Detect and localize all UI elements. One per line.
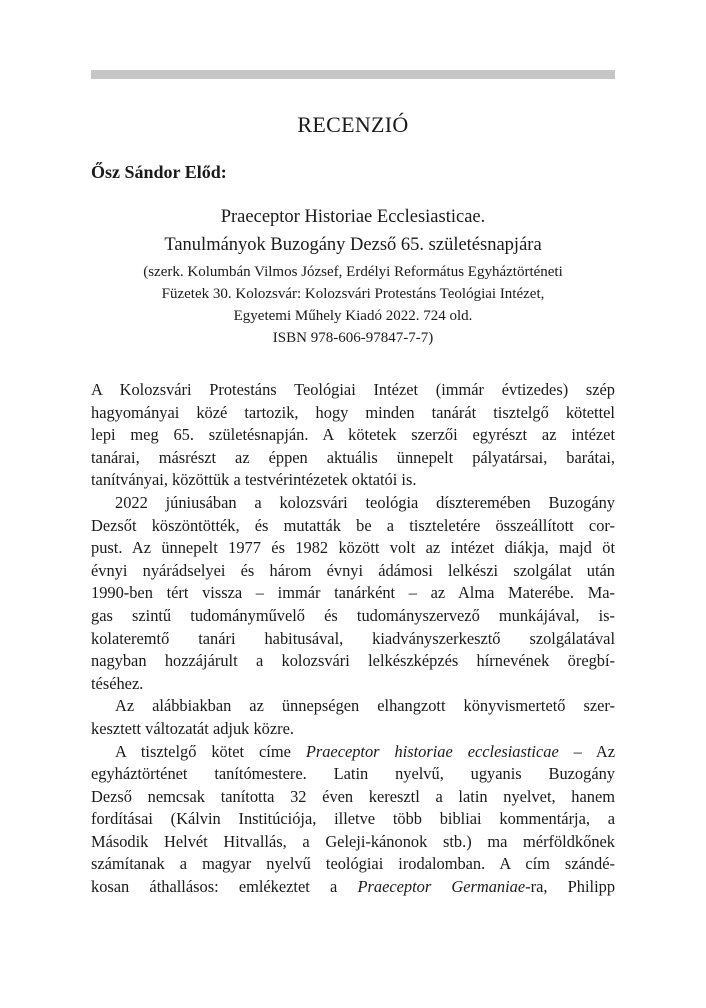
body-line: hagyományai közé tartozik, hogy minden tanárát tisztelgő kötettel [91,402,615,422]
biblio-line: Füzetek 30. Kolozsvár: Kolozsvári Protestáns Teológiai Intézet, [161,286,545,302]
body-line: egyháztörténet tanítómestere. Latin nyelvű, ugyanis Buzogány [91,764,615,784]
book-title-line: Tanulmányok Buzogány Dezső 65. születésnapjára [164,235,542,255]
body-line: tanítványai, közöttük a testvérintézetek oktatói is. [91,470,417,490]
review-author: Ősz Sándor Előd: [91,162,227,182]
body-line: téséhez. [91,673,144,693]
body-line: évnyi nyárádselyei és három évnyi ádámosi lelkészi szolgálat után [91,560,615,580]
biblio-line: ISBN 978-606-97847-7-7) [272,330,434,346]
body-line: fordításai (Kálvin Institúciója, illetve több bibliai kommentárja, a [91,809,615,829]
book-info [91,203,615,349]
book-title-line: Praeceptor Historiae Ecclesiasticae. [220,207,486,227]
body-line: Dezső nemcsak tanította 32 éven keresztl a latin nyelvet, hanem [91,786,615,806]
body-line: Az alábbiakban az ünnepségen elhangzott könyvismertető szer- [115,696,615,716]
body-line: Dezsőt köszöntötték, és mutatták be a tiszteletére összeállított cor- [91,515,615,535]
italic-title: Praeceptor Germaniae [357,877,526,897]
biblio-line: Egyetemi Műhely Kiadó 2022. 724 old. [233,308,473,324]
body-line: Második Helvét Hitvallás, a Geleji-kánonok stb.) ma mérföldkőnek [91,831,615,851]
section-title: RECENZIÓ [297,112,409,137]
body-line: számítanak a magyar nyelvű teológiai irodalomban. A cím szándé- [91,854,615,874]
bibliographic-details [91,261,615,349]
review-body [91,379,615,899]
body-line: lepi meg 65. születésnapján. A kötetek szerzői egyrészt az intézet [91,425,615,445]
top-rule [91,70,615,79]
body-line: kesztett változatát adjuk közre. [91,718,294,738]
biblio-line: (szerk. Kolumbán Vilmos József, Erdélyi Református Egyháztörténeti [143,264,563,280]
body-line: kolateremtő tanári habitusával, kiadványszerkesztő szolgálatával [91,628,615,648]
book-title [91,203,615,259]
body-line: A tisztelgő kötet címe Praeceptor historiae ecclesiasticae – Az [115,741,615,761]
body-line: tanárai, másrészt az éppen aktuális ünnepelt pályatársai, barátai, [91,447,615,467]
italic-title: Praeceptor historiae ecclesiasticae [305,741,559,761]
body-line: A Kolozsvári Protestáns Teológiai Intézet (immár évtizedes) szép [91,380,615,399]
body-line: kosan áthallásos: emlékeztet a Praeceptor Germaniae-ra, Philipp [91,877,616,897]
body-line: 1990-ben tért vissza – immár tanárként – az Alma Materébe. Ma- [91,583,615,603]
body-line: nagyban hozzájárult a kolozsvári lelkészképzés hírnevének öregbí- [91,651,615,671]
body-line: gas szintű tudományművelő és tudományszervező munkájával, is- [91,605,615,625]
body-line: pust. Az ünnepelt 1977 és 1982 között volt az intézet diákja, majd öt [91,538,615,558]
body-line: 2022 júniusában a kolozsvári teológia díszteremében Buzogány [115,492,615,512]
